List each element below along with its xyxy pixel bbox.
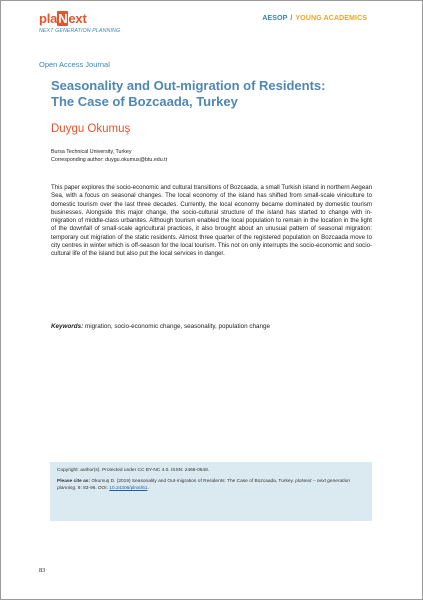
keywords-list: migration, socio-economic change, seasonality, population change xyxy=(84,323,271,330)
title-line-1: Seasonality and Out-migration of Residents: xyxy=(51,78,326,93)
logo-tagline: NEXT GENERATION PLANNING xyxy=(39,28,121,34)
author-name: Duygu Okumuş xyxy=(51,123,131,135)
header-separator: / xyxy=(290,13,293,22)
article-title xyxy=(51,78,381,110)
abstract: This paper explores the socio-economic and cultural transitions of Bozcaada, a small Turkish island in northern Aegean Sea, with a focus on seasonal changes. The local economy of the island has shifted from small-scale viniculture to domestic tourism over the last three decades. Currently, the local economy became dominated by domestic tourism businesses. Alongside this major change, the socio-cultural structure of the island has started to change with in-migration of middle-class urbanites. Although tourism enabled the local population to remain in the location in the light of the downfall of small-scale agricultural practices, it also brought about an unusual pattern of seasonal migration: temporary out migration of the static residents. Almost three quarter of the registered population on Bozcaada move to city centres in winter which is off-season for the local tourism. This not on only interrupts the socio-economic and socio-cultural life of the island but also put the local services in danger. xyxy=(51,184,372,257)
copyright-notice: Copyright: author(s). Protected under CC BY-NC 4.0. ISSN: 2468-0648. xyxy=(57,468,210,473)
logo-suffix: ext xyxy=(68,11,87,26)
keywords xyxy=(51,323,270,330)
cite-journal: plaNext – next generation planning xyxy=(57,479,350,491)
title-line-2: The Case of Bozcaada, Turkey xyxy=(51,94,238,109)
journal-type: Open Access Journal xyxy=(39,60,110,69)
cite-end: . xyxy=(147,486,149,491)
cite-text: Okumuş D. (2019) Seasonality and Out-migration of Residents: The Case of Bozcaada, Turkey. xyxy=(91,479,294,484)
corresponding-author: Corresponding author: duygu.okumus@btu.edu.tr xyxy=(51,157,168,163)
keywords-label: Keywords: xyxy=(51,323,84,330)
citation xyxy=(57,478,365,492)
series-name: YOUNG ACADEMICS xyxy=(295,13,367,22)
cite-details: . 9: 83-96. DOI: xyxy=(75,486,108,491)
publisher-name: AESOP xyxy=(262,13,288,22)
journal-logo xyxy=(39,11,87,26)
cite-label: Please cite as: xyxy=(57,479,91,484)
header-publisher xyxy=(262,13,367,22)
doi-link[interactable]: 10.24306/plnxt/61 xyxy=(109,486,148,491)
citation-box xyxy=(50,462,372,521)
logo-prefix: pla xyxy=(39,11,58,26)
page-number: 83 xyxy=(39,567,46,574)
logo-mid: N xyxy=(58,11,68,26)
author-affiliation: Bursa Technical University, Turkey xyxy=(51,149,132,155)
